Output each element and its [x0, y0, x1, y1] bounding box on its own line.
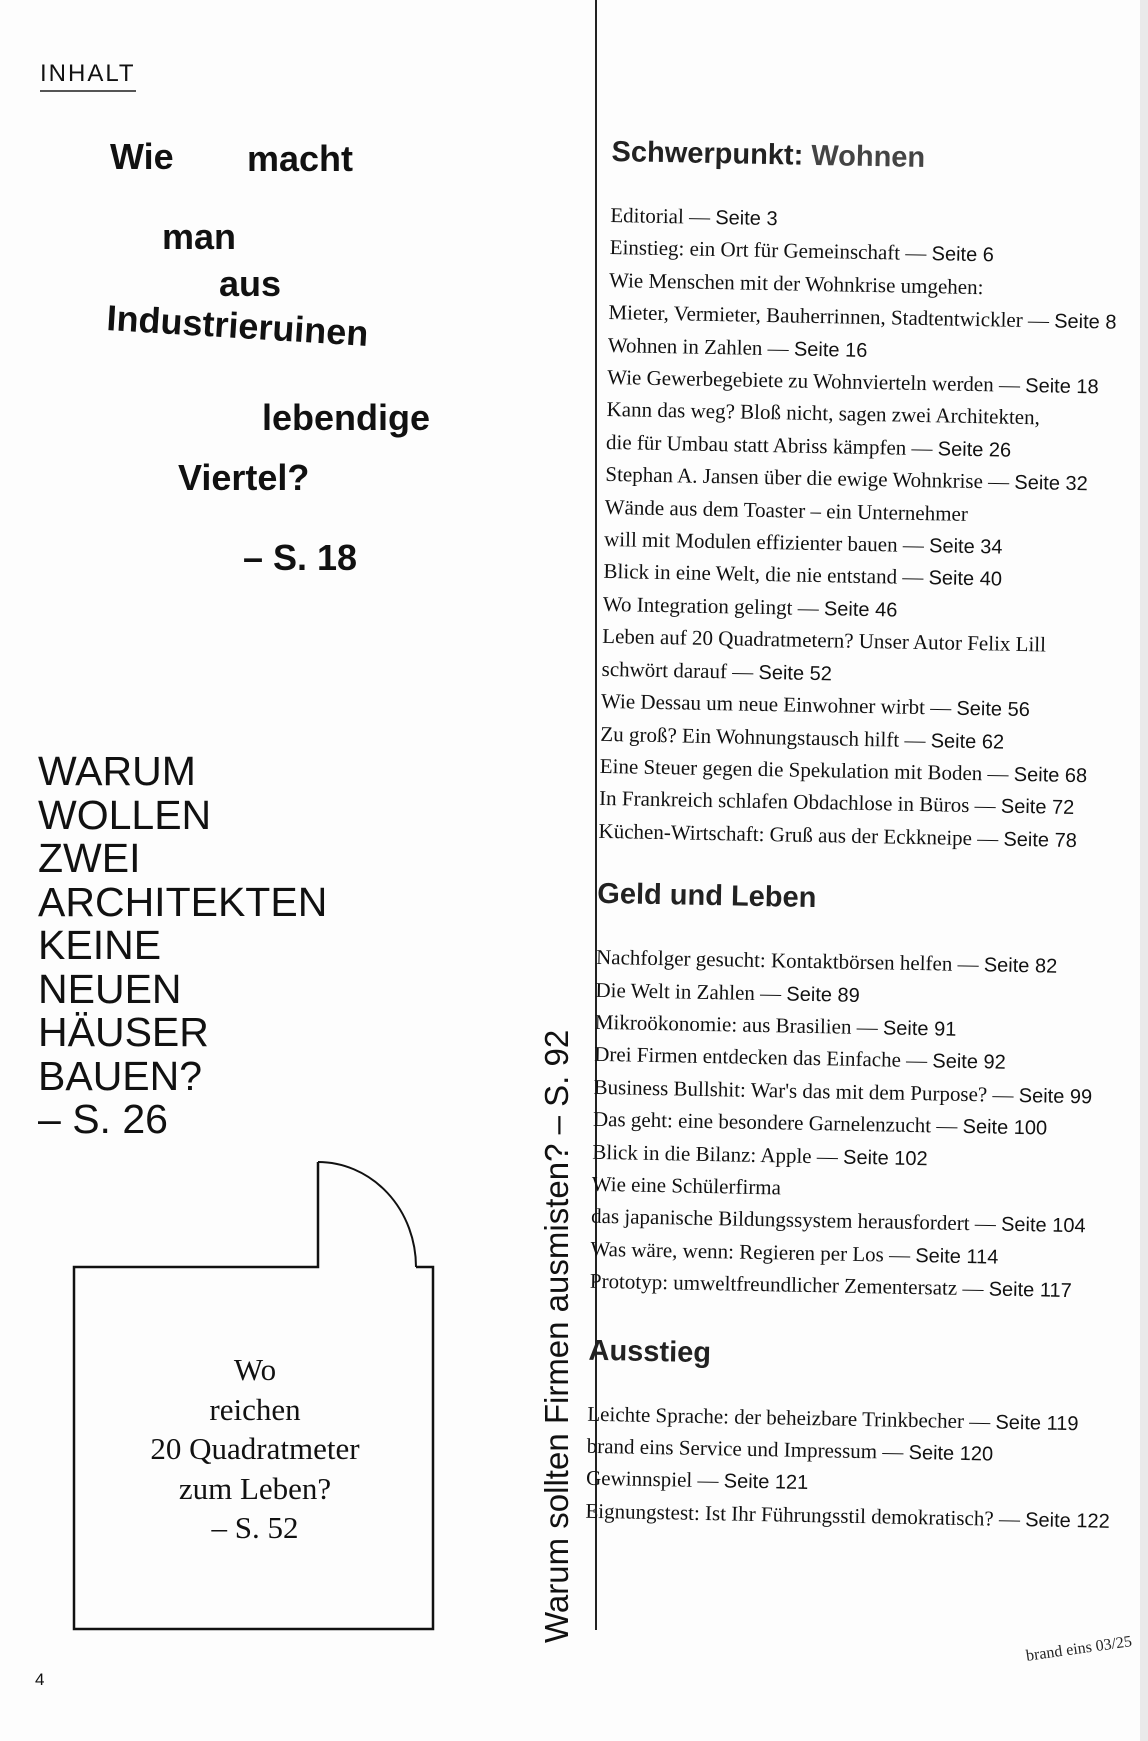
teaser-word: Wie: [110, 136, 174, 177]
toc-entry-list: [598, 200, 1130, 858]
teaser-line: WARUM: [38, 748, 196, 794]
toc-entry-page: Seite 34: [928, 535, 1003, 559]
section-title: Schwerpunkt: Wohnen: [611, 135, 926, 175]
teaser-word: Viertel?: [178, 457, 310, 498]
section-title: Geld und Leben: [597, 877, 817, 915]
toc-entry-title: die für Umbau statt Abriss kämpfen —: [605, 429, 939, 461]
toc-entry-title: Wie eine Schülerfirma: [591, 1171, 782, 1200]
toc-entry-page: Seite 62: [930, 729, 1005, 754]
toc-entry-page: Seite 121: [723, 1470, 809, 1495]
toc-entry-title: Küchen-Wirtschaft: Gruß aus der Eckkneipe —: [598, 818, 1004, 851]
teaser-quadratmeter: [110, 1350, 400, 1548]
toc-entry-title: Kann das weg? Bloß nicht, sagen zwei Architekten,: [606, 397, 1041, 430]
toc-entry-title: Gewinnspiel —: [585, 1466, 724, 1493]
toc-entry-page: Seite 32: [1014, 472, 1088, 496]
toc-entry-page: Seite 89: [786, 983, 861, 1007]
teaser-line: HÄUSER: [38, 1009, 209, 1055]
section-title: Ausstieg: [588, 1334, 712, 1369]
page-label: INHALT: [40, 60, 136, 92]
toc-entry-page: Seite 52: [758, 661, 833, 686]
teaser-architekten: [38, 750, 327, 1142]
toc-entry-page: Seite 46: [823, 598, 898, 622]
teaser-line: BAUEN?: [38, 1052, 203, 1099]
table-of-contents: [585, 130, 1132, 1538]
door-swing-arc: [318, 1162, 416, 1267]
toc-entry-title: Das geht: eine besondere Garnelenzucht —: [592, 1106, 963, 1139]
toc-entry-title: Wände aus dem Toaster – ein Unternehmer: [604, 494, 969, 526]
toc-entry-title: schwört darauf —: [601, 656, 759, 684]
brand-footer: brand eins 03/25: [1025, 1633, 1133, 1665]
toc-entry-page: Seite 6: [931, 243, 995, 267]
teaser-line: Wo: [233, 1352, 277, 1387]
toc-entry-title: Leichte Sprache: der beheizbare Trinkbecher —: [587, 1401, 996, 1434]
toc-entry-page: Seite 102: [842, 1146, 928, 1170]
teaser-line: 20 Quadratmeter: [150, 1431, 360, 1466]
toc-entry-page: Seite 16: [793, 338, 868, 362]
teaser-word: lebendige: [262, 397, 431, 438]
teaser-line: KEINE: [38, 922, 162, 968]
toc-entry-page: Seite 100: [962, 1116, 1048, 1140]
teaser-line: NEUEN: [38, 965, 182, 1012]
toc-entry-page: Seite 78: [1003, 828, 1078, 852]
toc-entry-title: In Frankreich schlafen Obdachlose in Büros —: [598, 786, 1002, 818]
toc-entry-page: Seite 92: [932, 1050, 1006, 1075]
toc-entry-page: Seite 3: [715, 207, 778, 231]
toc-entry-list: [585, 1398, 1110, 1538]
toc-entry-title: Wie Menschen mit der Wohnkrise umgehen:: [608, 267, 984, 299]
toc-section-ausstieg: [585, 1328, 1109, 1538]
teaser-word: aus: [219, 263, 282, 304]
toc-section-geld: [590, 872, 1118, 1308]
toc-entry-title: Mieter, Vermieter, Bauherrinnen, Stadtentwickler —: [608, 300, 1055, 333]
teaser-page-ref: – S. 26: [38, 1096, 168, 1142]
toc-entry-page: Seite 72: [1000, 795, 1075, 820]
teaser-line: ARCHITEKTEN: [38, 878, 328, 925]
teaser-page-ref: – S. 18: [243, 537, 358, 578]
toc-entry-title: Wie Gewerbegebiete zu Wohnvierteln werden —: [607, 364, 1026, 398]
toc-entry-title: Nachfolger gesucht: Kontaktbörsen helfen —: [595, 944, 985, 977]
toc-entry-title: Blick in die Bilanz: Apple —: [592, 1139, 844, 1169]
toc-entry-title: Wo Integration gelingt —: [602, 591, 825, 621]
toc-entry-page: Seite 99: [1018, 1084, 1093, 1109]
toc-entry-page: Seite 104: [1000, 1214, 1086, 1238]
toc-entry-page: Seite 122: [1024, 1509, 1110, 1533]
toc-entry-page: Seite 26: [937, 438, 1012, 462]
toc-entry-title: will mit Modulen effizienter bauen —: [603, 526, 930, 558]
teaser-line: reichen: [209, 1391, 301, 1427]
page-number: 4: [35, 1670, 45, 1689]
toc-entry-title: Eine Steuer gegen die Spekulation mit Boden —: [599, 753, 1015, 786]
toc-entry-title: das japanische Bildungssystem herausfordert —: [590, 1204, 1002, 1237]
toc-entry-page: Seite 18: [1025, 375, 1099, 399]
toc-entry-title: brand eins Service und Impressum —: [586, 1433, 909, 1464]
toc-entry-page: Seite 120: [908, 1441, 994, 1466]
teaser-page-ref: – S. 52: [211, 1510, 299, 1545]
toc-entry-page: Seite 8: [1053, 310, 1117, 334]
toc-entry-title: Business Bullshit: War's das mit dem Purpose? —: [593, 1074, 1019, 1107]
toc-entry-title: Wie Dessau um neue Einwohner wirbt —: [600, 688, 957, 720]
toc-entry-title: Einstieg: ein Ort für Gemeinschaft —: [609, 235, 932, 266]
toc-entry-page: Seite 40: [928, 567, 1003, 592]
teaser-line: ZWEI: [38, 835, 141, 881]
toc-entry-page: Seite 117: [988, 1278, 1072, 1303]
toc-entry-title: Eignungstest: Ist Ihr Führungsstil demokratisch? —: [585, 1498, 1026, 1531]
toc-entry-page: Seite 82: [983, 954, 1058, 978]
toc-section-wohnen: [598, 130, 1132, 858]
toc-entry-title: Drei Firmen entdecken das Einfache —: [594, 1042, 933, 1073]
toc-entry-page: Seite 56: [956, 697, 1031, 722]
toc-entry-title: Wohnen in Zahlen —: [607, 332, 795, 361]
teaser-word: Industrieruinen: [105, 297, 370, 354]
toc-entry-title: Leben auf 20 Quadratmetern? Unser Autor Felix Lill: [602, 624, 1047, 657]
toc-entry-page: Seite 119: [995, 1411, 1079, 1435]
toc-entry-page: Seite 68: [1013, 763, 1088, 788]
teaser-word: macht: [247, 138, 354, 179]
toc-entry-title: Prototyp: umweltfreundlicher Zementersatz —: [589, 1268, 989, 1301]
teaser-word: man: [162, 216, 237, 257]
teaser-vertical: Warum sollten Firmen ausmisten? – S. 92: [538, 1029, 575, 1643]
toc-entry-title: Editorial —: [610, 202, 716, 229]
teaser-line: WOLLEN: [38, 791, 212, 838]
toc-entry-title: Blick in eine Welt, die nie entstand —: [603, 559, 929, 590]
toc-entry-title: Zu groß? Ein Wohnungstausch hilft —: [600, 721, 931, 752]
toc-entry-title: Die Welt in Zahlen —: [595, 977, 787, 1006]
toc-entry-page: Seite 91: [882, 1017, 957, 1041]
page-edge: [1140, 0, 1148, 1741]
toc-entry-page: Seite 114: [915, 1244, 999, 1269]
toc-entry-list: [590, 942, 1117, 1308]
toc-entry-title: Was wäre, wenn: Regieren per Los —: [590, 1236, 916, 1267]
toc-entry-title: Mikroökonomie: aus Brasilien —: [594, 1009, 884, 1040]
toc-entry-title: Stephan A. Jansen über die ewige Wohnkrise —: [605, 462, 1015, 495]
teaser-line: zum Leben?: [178, 1470, 332, 1506]
